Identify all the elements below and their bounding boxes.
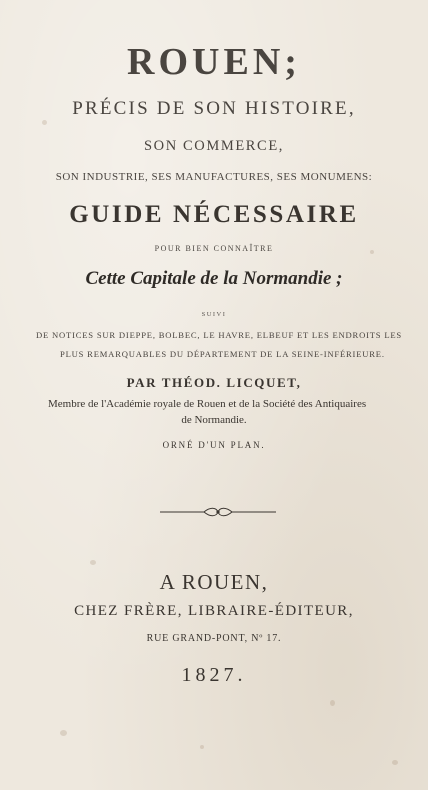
- foxing-spot: [392, 760, 398, 765]
- imprint-address: RUE GRAND-PONT, Nº 17.: [146, 633, 282, 644]
- author-name: PAR THÉOD. LICQUET,: [126, 375, 302, 390]
- imprint-city: A ROUEN,: [159, 570, 269, 594]
- foxing-spot: [370, 250, 374, 254]
- author-affiliation-2: de Normandie.: [181, 414, 247, 426]
- foxing-spot: [60, 730, 67, 736]
- author-affiliation-1: Membre de l'Académie royale de Rouen et de la Société des Antiquaires: [48, 398, 367, 410]
- imprint-year: 1827.: [181, 664, 247, 686]
- subtitle-commerce: SON COMMERCE,: [143, 138, 285, 154]
- notices-line-2: PLUS REMARQUABLES DU DÉPARTEMENT DE LA SEINE-INFÉRIEURE.: [60, 349, 385, 359]
- foxing-spot: [330, 700, 335, 706]
- imprint-publisher: CHEZ FRÈRE, LIBRAIRE-ÉDITEUR,: [74, 603, 354, 619]
- pour-connaitre: POUR BIEN CONNAÎTRE: [154, 244, 274, 253]
- foxing-spot: [42, 120, 47, 125]
- subtitle-industry: SON INDUSTRIE, SES MANUFACTURES, SES MONUMENS:: [55, 171, 373, 183]
- suivi-label: SUIVI: [201, 311, 227, 318]
- notices-line-1: DE NOTICES SUR DIEPPE, BOLBEC, LE HAVRE, ELBEUF ET LES ENDROITS LES: [36, 330, 403, 340]
- subtitle-history: PRÉCIS DE SON HISTOIRE,: [72, 98, 356, 119]
- foxing-spot: [90, 560, 96, 565]
- orne-plan: ORNÉ D'UN PLAN.: [162, 440, 266, 450]
- capitale-normandie: Cette Capitale de la Normandie ;: [85, 268, 343, 289]
- book-title: ROUEN;: [127, 41, 301, 83]
- guide-heading: GUIDE NÉCESSAIRE: [69, 201, 359, 228]
- foxing-spot: [200, 745, 204, 749]
- printer-ornament-icon: [160, 505, 276, 519]
